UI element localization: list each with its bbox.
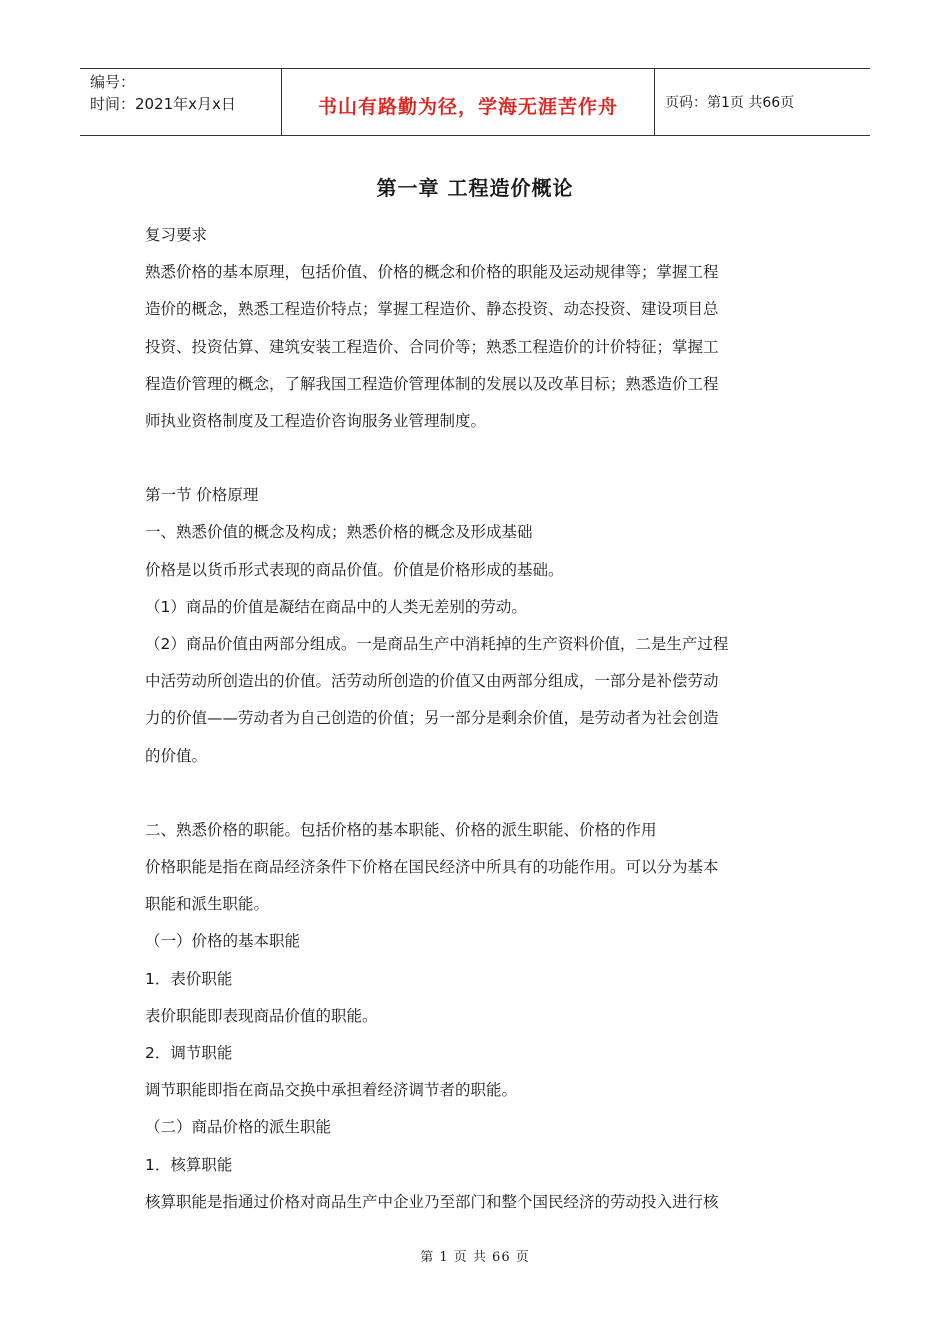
paragraph-line: 投资、投资估算、建筑安装工程造价、合同价等；熟悉工程造价的计价特征；掌握工	[145, 337, 719, 356]
page-info: 页码：第1页 共66页	[665, 95, 795, 111]
paragraph-line: （2）商品价值由两部分组成。一是商品生产中消耗掉的生产资料价值，二是生产过程	[145, 635, 729, 654]
paragraph-line: （1）商品的价值是凝结在商品中的人类无差别的劳动。	[145, 597, 527, 616]
paragraph-line: 二、熟悉价格的职能。包括价格的基本职能、价格的派生职能、价格的作用	[145, 820, 657, 839]
header-motto-cell	[281, 69, 655, 135]
paragraph-gap	[145, 775, 810, 812]
paragraph-line: （二）商品价格的派生职能	[145, 1118, 332, 1137]
paragraph-line: （一）价格的基本职能	[145, 932, 301, 951]
page-header	[80, 68, 870, 136]
paragraph-line: 造价的概念，熟悉工程造价特点；掌握工程造价、静态投资、动态投资、建设项目总	[145, 300, 719, 319]
section-review-requirements	[145, 217, 810, 440]
paragraph-line: 核算职能是指通过价格对商品生产中企业乃至部门和整个国民经济的劳动投入进行核	[145, 1192, 719, 1211]
paragraph-line: 一、熟悉价值的概念及构成；熟悉价格的概念及形成基础	[145, 523, 533, 542]
paragraph-line: 的价值。	[145, 746, 208, 765]
paragraph-line: 熟悉价格的基本原理，包括价值、价格的概念和价格的职能及运动规律等；掌握工程	[145, 263, 719, 282]
paragraph-line: 程造价管理的概念，了解我国工程造价管理体制的发展以及改革目标；熟悉造价工程	[145, 374, 719, 393]
date-label: 时间：2021年x月x日	[90, 95, 236, 113]
paragraph-line: 职能和派生职能。	[145, 895, 270, 914]
section-price-principle	[145, 477, 810, 775]
paragraph-line: 师执业资格制度及工程造价咨询服务业管理制度。	[145, 412, 487, 431]
paragraph-line: 力的价值——劳动者为自己创造的价值；另一部分是剩余价值，是劳动者为社会创造	[145, 709, 719, 728]
header-motto: 书山有路勤为径，学海无涯苦作舟	[317, 95, 618, 118]
section-price-functions	[145, 812, 810, 1221]
header-page-cell	[655, 69, 870, 135]
header-meta	[80, 69, 281, 135]
serial-label: 编号：	[90, 73, 136, 91]
document-body	[145, 217, 810, 1221]
chapter-title: 第一章 工程造价概论	[376, 176, 574, 200]
paragraph-line: 1．核算职能	[145, 1155, 233, 1174]
page-footer: 第 1 页 共 66 页	[420, 1250, 530, 1265]
paragraph-line: 第一节 价格原理	[145, 486, 259, 505]
paragraph-line: 复习要求	[145, 226, 208, 244]
paragraph-line: 2．调节职能	[145, 1044, 233, 1063]
paragraph-line: 价格职能是指在商品经济条件下价格在国民经济中所具有的功能作用。可以分为基本	[145, 858, 719, 877]
paragraph-line: 调节职能即指在商品交换中承担着经济调节者的职能。	[145, 1081, 518, 1100]
paragraph-line: 1．表价职能	[145, 969, 233, 988]
paragraph-gap	[145, 440, 810, 477]
paragraph-line: 价格是以货币形式表现的商品价值。价值是价格形成的基础。	[145, 560, 564, 579]
paragraph-line: 表价职能即表现商品价值的职能。	[145, 1006, 378, 1025]
paragraph-line: 中活劳动所创造出的价值。活劳动所创造的价值又由两部分组成，一部分是补偿劳动	[145, 672, 719, 691]
